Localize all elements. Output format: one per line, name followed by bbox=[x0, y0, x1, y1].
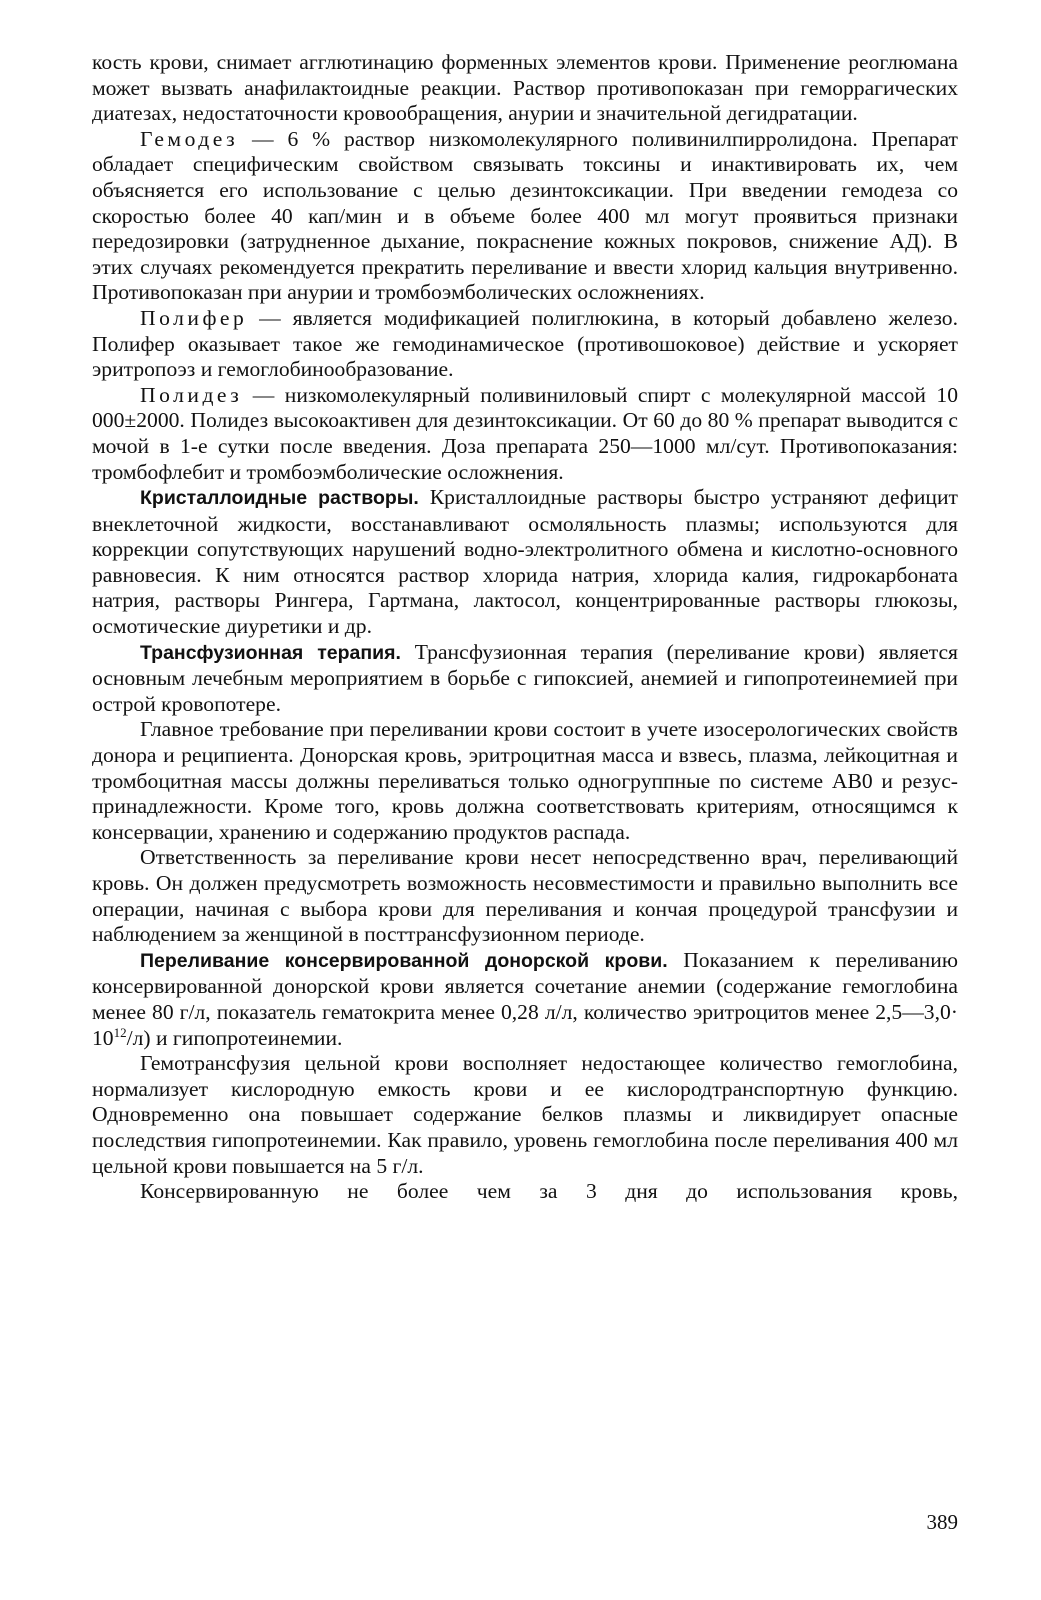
paragraph-text: — 6 % раствор низкомолекулярного поливинилпирролидона. Препарат обладает специфическим свойством связывать токсины и инактивировать их, чем объясняется его использование с целью дезинтоксикации. При введении гемодеза со скоростью более 40 кап/мин и в объеме более 400 мл могут проявиться признаки передозировки (затрудненное дыхание, покраснение кожных покровов, снижение АД). В этих случаях рекомендуется прекратить переливание и ввести хлорид кальция внутривенно. Противопоказан при анурии и тромбоэмболических осложнениях. bbox=[92, 126, 958, 305]
term-polifer: Полифер bbox=[140, 305, 248, 330]
paragraph-whole-blood bbox=[92, 1051, 958, 1179]
paragraph-preserved-blood bbox=[92, 948, 958, 1051]
paragraph-text: Трансфузионная терапия (переливание крови) является основным лечебным мероприятием в борьбе с гипоксией, анемией и гипопротеинемией при острой кровопотере. bbox=[92, 639, 958, 716]
paragraph-text: — является модификацией полиглюкина, в который добавлено железо. Полифер оказывает такое же гемодинамическое (противошоковое) действие и ускоряет эритропоэз и гемоглобинообразование. bbox=[92, 305, 958, 382]
paragraph-text: Главное требование при переливании крови состоит в учете изосерологических свойств донора и реципиента. Донорская кровь, эритроцитная масса и взвесь, плазма, лейкоцитная и тромбоцитная массы должны переливаться только одногруппные по системе АВ0 и резус-принадлежности. Кроме того, кровь должна соответствовать критериям, относящимся к консервации, хранению и содержанию продуктов распада. bbox=[92, 717, 958, 844]
paragraph-main-requirement bbox=[92, 717, 958, 845]
heading-transfusion-therapy: Трансфузионная терапия. bbox=[140, 641, 401, 664]
paragraph-text-after: /л) и гипопротеинемии. bbox=[126, 1025, 343, 1050]
paragraph-text: Ответственность за переливание крови несет непосредственно врач, переливающий кровь. Он должен предусмотреть возможность несовместимости и правильно выполнить все операции, начиная с выбора крови для переливания и кончая процедурой трансфузии и наблюдением за женщиной в посттрансфузионном периоде. bbox=[92, 845, 958, 947]
superscript-exponent: 12 bbox=[113, 1024, 127, 1040]
paragraph-last-line bbox=[92, 1179, 958, 1205]
page-number: 389 bbox=[926, 1510, 958, 1534]
paragraph-responsibility bbox=[92, 845, 958, 947]
paragraph-polifer bbox=[92, 306, 958, 383]
paragraph-gemodez bbox=[92, 127, 958, 306]
paragraph-text: Гемотрансфузия цельной крови восполняет недостающее количество гемоглобина, нормализует кислородную емкость крови и ее кислородтранспортную функцию. Одновременно она повышает содержание белков плазмы и ликвидирует опасные последствия гипопротеинемии. Как правило, уровень гемоглобина после переливания 400 мл цельной крови повышается на 5 г/л. bbox=[92, 1051, 958, 1178]
paragraph-text: — низкомолекулярный поливиниловый спирт с молекулярной массой 10 000±2000. Полидез высокоактивен для дезинтоксикации. От 60 до 80 % препарат выводится с мочой в 1-е сутки после введения. Доза препарата 250—1000 мл/сут. Противопоказания: тромбофлебит и тромбоэмболические осложнения. bbox=[92, 382, 958, 484]
paragraph-text: Кристаллоидные растворы быстро устраняют дефицит внеклеточной жидкости, восстанавливают осмоляльность плазмы; используются для коррекции сопутствующих нарушений водно-электролитного обмена и кислотно-основного равновесия. К ним относятся раствор хлорида натрия, хлорида калия, гидрокарбоната натрия, растворы Рингера, Гартмана, лактосол, концентрированные растворы глюкозы, осмотические диуретики и др. bbox=[92, 485, 958, 639]
paragraph-text: Консервированную не более чем за 3 дня до использования кровь, bbox=[140, 1179, 958, 1204]
paragraph-reogluman-continuation bbox=[92, 50, 958, 127]
page-body bbox=[92, 50, 958, 1205]
heading-preserved-donor-blood: Переливание консервированной донорской крови. bbox=[140, 949, 668, 972]
paragraph-polidez bbox=[92, 383, 958, 485]
term-polidez: Полидез bbox=[140, 382, 243, 407]
heading-crystalloid-solutions: Кристаллоидные растворы. bbox=[140, 487, 419, 510]
paragraph-transfusion-therapy bbox=[92, 640, 958, 718]
paragraph-text: Показанием к переливанию консервированной донорской крови является сочетание анемии (содержание гемоглобина менее 80 г/л, показатель гематокрита менее 0,28 л/л, количество эритроцитов менее 2,5—3,0· 10 bbox=[92, 947, 958, 1050]
paragraph-crystalloids bbox=[92, 485, 958, 640]
paragraph-text: кость крови, снимает агглютинацию форменных элементов крови. Применение реоглюмана может вызвать анафилактоидные реакции. Раствор противопоказан при геморрагических диатезах, недостаточности кровообращения, анурии и значительной дегидратации. bbox=[92, 50, 958, 126]
term-gemodez: Гемодез bbox=[140, 126, 239, 151]
